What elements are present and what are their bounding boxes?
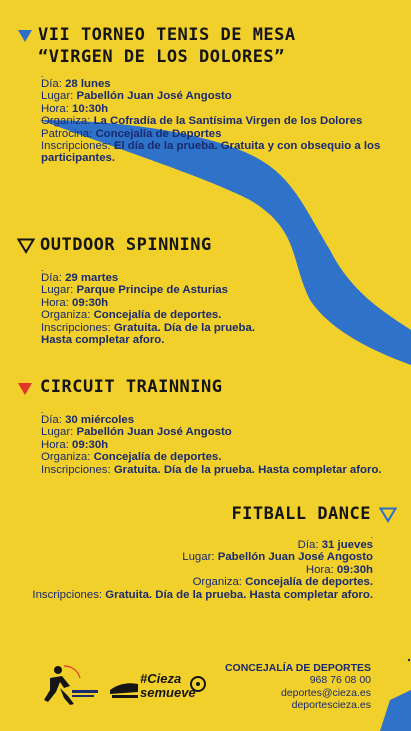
field-label: Inscripciones: (41, 463, 114, 476)
field-value: Parque Principe de Asturias (76, 284, 228, 297)
event-title-fitball (231, 503, 371, 525)
text-line: CIRCUIT TRAINNING (40, 377, 223, 397)
text-line (32, 589, 373, 601)
field-label: Día: (297, 539, 322, 551)
field-value: Gratuita. Día de la prueba. Hasta completar aforo. (113, 463, 382, 476)
blue-triangle-icon (18, 30, 32, 42)
field-value: El día de la prueba. Gratuita y con obsequio a los (113, 140, 381, 153)
website-link[interactable]: deportescieza.es (291, 699, 371, 712)
text-line (32, 576, 373, 588)
field-label: Inscripciones: (41, 140, 114, 153)
bullet-dot: . (41, 69, 44, 79)
field-label: Lugar: (41, 284, 77, 297)
bullet-dot: . (41, 263, 44, 273)
text-line (41, 272, 255, 284)
field-value: Concejalía de Deportes (95, 127, 222, 140)
text-line (41, 152, 380, 164)
text-line (41, 322, 255, 334)
event-details-circuit (41, 406, 382, 476)
text-line (41, 414, 382, 426)
field-label: Patrocina: (41, 127, 96, 140)
event-title-circuit (40, 376, 223, 398)
department-name: CONCEJALÍA DE DEPORTES (224, 662, 371, 674)
field-value: Concejalía de deportes. (93, 451, 222, 464)
red-triangle-icon (18, 383, 32, 395)
field-label: Día: (41, 78, 66, 90)
field-value: Gratuita. Día de la prueba. (113, 321, 255, 334)
text-line (41, 103, 380, 115)
text-line (41, 464, 382, 476)
text-line (41, 90, 380, 102)
text-line (41, 297, 255, 309)
field-value: 09:30h (72, 296, 109, 309)
blue-outline-triangle-icon (379, 507, 397, 523)
event-title-line2: “VIRGEN DE LOS DOLORES” (38, 47, 285, 67)
text-line (41, 426, 382, 438)
field-value: 29 martes (65, 272, 119, 284)
field-value: 28 lunes (65, 78, 111, 90)
field-label: Inscripciones: (41, 321, 114, 334)
text-line (41, 334, 255, 346)
svg-text:#Cieza: #Cieza (140, 671, 182, 686)
event-details-fitball (32, 531, 373, 601)
field-label: Hora: (305, 563, 337, 576)
footer-contact (225, 662, 371, 712)
text-line (41, 128, 380, 140)
text-line (41, 309, 255, 321)
field-label: Hora: (41, 438, 73, 451)
field-value: Concejalía de deportes. (93, 309, 222, 322)
email-address[interactable]: deportes@cieza.es (280, 686, 371, 699)
text-line (41, 284, 255, 296)
text-line (41, 439, 382, 451)
field-value: Hasta completar aforo. (41, 334, 165, 347)
svg-text:semueve: semueve (140, 685, 196, 700)
text-line: FITBALL DANCE (231, 504, 371, 524)
field-label: Organiza: (41, 115, 94, 128)
cieza-se-mueve-logo (108, 668, 208, 704)
event-title-tenis (38, 24, 296, 68)
bullet-dot: . (41, 405, 44, 415)
field-label: Organiza: (41, 309, 94, 322)
text-line (41, 115, 380, 127)
field-label: Lugar: (41, 426, 77, 439)
event-details-spinning (41, 264, 255, 346)
text-line (41, 140, 380, 152)
field-value: 30 miércoles (65, 414, 135, 426)
field-value: La Cofradía de la Santísima Virgen de los Dolores (93, 115, 363, 128)
event-title-spinning (40, 234, 212, 256)
phone-number: 968 76 08 00 (309, 674, 371, 687)
field-value: participantes. (41, 152, 116, 165)
field-label: Día: (41, 272, 66, 284)
field-label: Día: (41, 414, 66, 426)
field-label: Organiza: (41, 451, 94, 464)
text-line (41, 78, 380, 90)
field-value: 09:30h (72, 438, 109, 451)
text-line (32, 551, 373, 563)
field-label: Lugar: (41, 90, 77, 103)
field-label: Lugar: (182, 551, 218, 564)
field-value: Gratuita. Día de la prueba. Hasta completar aforo. (105, 588, 373, 601)
field-label: Hora: (41, 102, 73, 115)
field-value: Pabellón Juan José Angosto (76, 426, 232, 439)
text-line (41, 451, 382, 463)
text-line (32, 564, 373, 576)
bullet-dot: . (370, 530, 373, 540)
field-value: Concejalía de deportes. (245, 576, 373, 589)
field-value: Pabellón Juan José Angosto (217, 551, 373, 564)
event-details-tenis (41, 70, 380, 165)
field-value: 09:30h (336, 563, 373, 576)
field-label: Inscripciones: (32, 588, 106, 601)
outline-triangle-icon (17, 238, 35, 254)
event-title-line1: VII TORNEO TENIS DE MESA (38, 25, 296, 45)
field-label: Hora: (41, 296, 73, 309)
field-value: 10:30h (72, 102, 109, 115)
runner-logo-icon (40, 662, 102, 706)
field-value: 31 jueves (321, 539, 373, 551)
text-line (32, 539, 373, 551)
text-line: OUTDOOR SPINNING (40, 235, 212, 255)
field-value: Pabellón Juan José Angosto (76, 90, 232, 103)
field-label: Organiza: (192, 576, 246, 589)
